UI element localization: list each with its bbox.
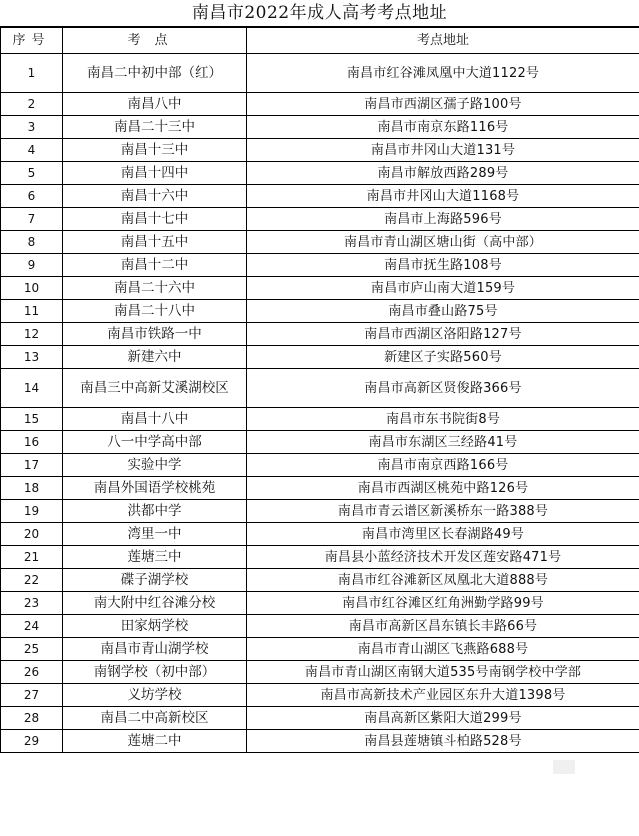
row-address-cell: 新建区子实路560号 bbox=[247, 346, 639, 369]
table-row bbox=[1, 231, 639, 254]
row-site-cell: 南钢学校（初中部） bbox=[63, 661, 247, 684]
table-row bbox=[1, 592, 639, 615]
row-site-cell: 南昌十六中 bbox=[63, 185, 247, 208]
row-index-cell: 25 bbox=[1, 638, 63, 661]
row-address-cell: 南昌市青云谱区新溪桥东一路388号 bbox=[247, 500, 639, 523]
watermark-patch bbox=[553, 760, 575, 774]
table-row bbox=[1, 208, 639, 231]
table-row bbox=[1, 431, 639, 454]
table-row bbox=[1, 185, 639, 208]
table-row bbox=[1, 277, 639, 300]
row-address-cell: 南昌市井冈山大道1168号 bbox=[247, 185, 639, 208]
row-site-cell: 湾里一中 bbox=[63, 523, 247, 546]
row-index-cell: 23 bbox=[1, 592, 63, 615]
row-address-cell: 南昌市叠山路75号 bbox=[247, 300, 639, 323]
table-row bbox=[1, 454, 639, 477]
row-index-cell: 6 bbox=[1, 185, 63, 208]
row-site-cell: 莲塘二中 bbox=[63, 730, 247, 753]
table-row bbox=[1, 162, 639, 185]
row-address-cell: 南昌市青山湖区飞燕路688号 bbox=[247, 638, 639, 661]
table-row bbox=[1, 661, 639, 684]
row-site-cell: 南昌十四中 bbox=[63, 162, 247, 185]
table-body bbox=[1, 54, 639, 753]
table-row bbox=[1, 323, 639, 346]
row-address-cell: 南昌县莲塘镇斗柏路528号 bbox=[247, 730, 639, 753]
row-site-cell: 南昌市铁路一中 bbox=[63, 323, 247, 346]
row-address-cell: 南昌县小蓝经济技术开发区莲安路471号 bbox=[247, 546, 639, 569]
table-row bbox=[1, 139, 639, 162]
row-index-cell: 14 bbox=[1, 369, 63, 408]
row-address-cell: 南昌市上海路596号 bbox=[247, 208, 639, 231]
exam-site-table bbox=[0, 27, 639, 753]
table-row bbox=[1, 546, 639, 569]
row-index-cell: 19 bbox=[1, 500, 63, 523]
row-site-cell: 南昌十三中 bbox=[63, 139, 247, 162]
table-header-row bbox=[1, 28, 639, 54]
header-site: 考点 bbox=[63, 28, 247, 54]
table-row bbox=[1, 408, 639, 431]
row-site-cell: 实验中学 bbox=[63, 454, 247, 477]
table-row bbox=[1, 684, 639, 707]
row-site-cell: 南昌十七中 bbox=[63, 208, 247, 231]
row-index-cell: 17 bbox=[1, 454, 63, 477]
table-row bbox=[1, 500, 639, 523]
row-address-cell: 南昌市东书院街8号 bbox=[247, 408, 639, 431]
row-index-cell: 8 bbox=[1, 231, 63, 254]
row-index-cell: 10 bbox=[1, 277, 63, 300]
table-row bbox=[1, 615, 639, 638]
table-row bbox=[1, 300, 639, 323]
row-site-cell: 莲塘三中 bbox=[63, 546, 247, 569]
row-index-cell: 4 bbox=[1, 139, 63, 162]
row-address-cell: 南昌市青山湖区塘山街（高中部） bbox=[247, 231, 639, 254]
row-address-cell: 南昌市解放西路289号 bbox=[247, 162, 639, 185]
table-row bbox=[1, 254, 639, 277]
table-row bbox=[1, 707, 639, 730]
row-address-cell: 南昌市南京东路116号 bbox=[247, 116, 639, 139]
row-site-cell: 南昌外国语学校桃苑 bbox=[63, 477, 247, 500]
row-index-cell: 15 bbox=[1, 408, 63, 431]
row-site-cell: 南昌二中初中部（红） bbox=[63, 54, 247, 93]
row-address-cell: 南昌高新区紫阳大道299号 bbox=[247, 707, 639, 730]
row-address-cell: 南昌市高新区贤俊路366号 bbox=[247, 369, 639, 408]
row-site-cell: 南昌二十三中 bbox=[63, 116, 247, 139]
row-site-cell: 南昌十五中 bbox=[63, 231, 247, 254]
row-address-cell: 南昌市青山湖区南钢大道535号南钢学校中学部 bbox=[247, 661, 639, 684]
table-row bbox=[1, 93, 639, 116]
row-site-cell: 洪都中学 bbox=[63, 500, 247, 523]
row-address-cell: 南昌市东湖区三经路41号 bbox=[247, 431, 639, 454]
row-site-cell: 义坊学校 bbox=[63, 684, 247, 707]
row-index-cell: 1 bbox=[1, 54, 63, 93]
table-row bbox=[1, 116, 639, 139]
row-site-cell: 南昌市青山湖学校 bbox=[63, 638, 247, 661]
row-index-cell: 27 bbox=[1, 684, 63, 707]
row-site-cell: 田家炳学校 bbox=[63, 615, 247, 638]
row-site-cell: 南昌二中高新校区 bbox=[63, 707, 247, 730]
row-index-cell: 9 bbox=[1, 254, 63, 277]
header-index: 序号 bbox=[1, 28, 63, 54]
row-site-cell: 新建六中 bbox=[63, 346, 247, 369]
table-row bbox=[1, 523, 639, 546]
row-index-cell: 5 bbox=[1, 162, 63, 185]
row-address-cell: 南昌市井冈山大道131号 bbox=[247, 139, 639, 162]
row-site-cell: 八一中学高中部 bbox=[63, 431, 247, 454]
table-row bbox=[1, 569, 639, 592]
row-index-cell: 2 bbox=[1, 93, 63, 116]
row-site-cell: 南昌二十八中 bbox=[63, 300, 247, 323]
row-site-cell: 南大附中红谷滩分校 bbox=[63, 592, 247, 615]
row-address-cell: 南昌市红谷滩新区凤凰北大道888号 bbox=[247, 569, 639, 592]
table-row bbox=[1, 54, 639, 93]
header-address: 考点地址 bbox=[247, 28, 639, 54]
row-index-cell: 21 bbox=[1, 546, 63, 569]
row-index-cell: 28 bbox=[1, 707, 63, 730]
row-index-cell: 11 bbox=[1, 300, 63, 323]
row-index-cell: 22 bbox=[1, 569, 63, 592]
row-address-cell: 南昌市西湖区桃苑中路126号 bbox=[247, 477, 639, 500]
row-index-cell: 13 bbox=[1, 346, 63, 369]
row-index-cell: 18 bbox=[1, 477, 63, 500]
row-address-cell: 南昌市抚生路108号 bbox=[247, 254, 639, 277]
row-site-cell: 南昌十八中 bbox=[63, 408, 247, 431]
row-address-cell: 南昌市西湖区孺子路100号 bbox=[247, 93, 639, 116]
table-row bbox=[1, 346, 639, 369]
table-row bbox=[1, 477, 639, 500]
row-index-cell: 20 bbox=[1, 523, 63, 546]
row-address-cell: 南昌市西湖区洛阳路127号 bbox=[247, 323, 639, 346]
row-site-cell: 南昌十二中 bbox=[63, 254, 247, 277]
row-address-cell: 南昌市南京西路166号 bbox=[247, 454, 639, 477]
row-site-cell: 碟子湖学校 bbox=[63, 569, 247, 592]
row-index-cell: 7 bbox=[1, 208, 63, 231]
table-row bbox=[1, 369, 639, 408]
row-address-cell: 南昌市庐山南大道159号 bbox=[247, 277, 639, 300]
row-index-cell: 24 bbox=[1, 615, 63, 638]
table-row bbox=[1, 730, 639, 753]
row-index-cell: 29 bbox=[1, 730, 63, 753]
row-address-cell: 南昌市湾里区长春湖路49号 bbox=[247, 523, 639, 546]
row-index-cell: 26 bbox=[1, 661, 63, 684]
row-address-cell: 南昌市红谷滩凤凰中大道1122号 bbox=[247, 54, 639, 93]
row-index-cell: 3 bbox=[1, 116, 63, 139]
row-address-cell: 南昌市高新技术产业园区东升大道1398号 bbox=[247, 684, 639, 707]
row-site-cell: 南昌八中 bbox=[63, 93, 247, 116]
row-site-cell: 南昌二十六中 bbox=[63, 277, 247, 300]
row-index-cell: 16 bbox=[1, 431, 63, 454]
row-address-cell: 南昌市高新区昌东镇长丰路66号 bbox=[247, 615, 639, 638]
row-address-cell: 南昌市红谷滩区红角洲勤学路99号 bbox=[247, 592, 639, 615]
page-title: 南昌市2022年成人高考考点地址 bbox=[0, 0, 639, 27]
row-index-cell: 12 bbox=[1, 323, 63, 346]
row-site-cell: 南昌三中高新艾溪湖校区 bbox=[63, 369, 247, 408]
table-row bbox=[1, 638, 639, 661]
